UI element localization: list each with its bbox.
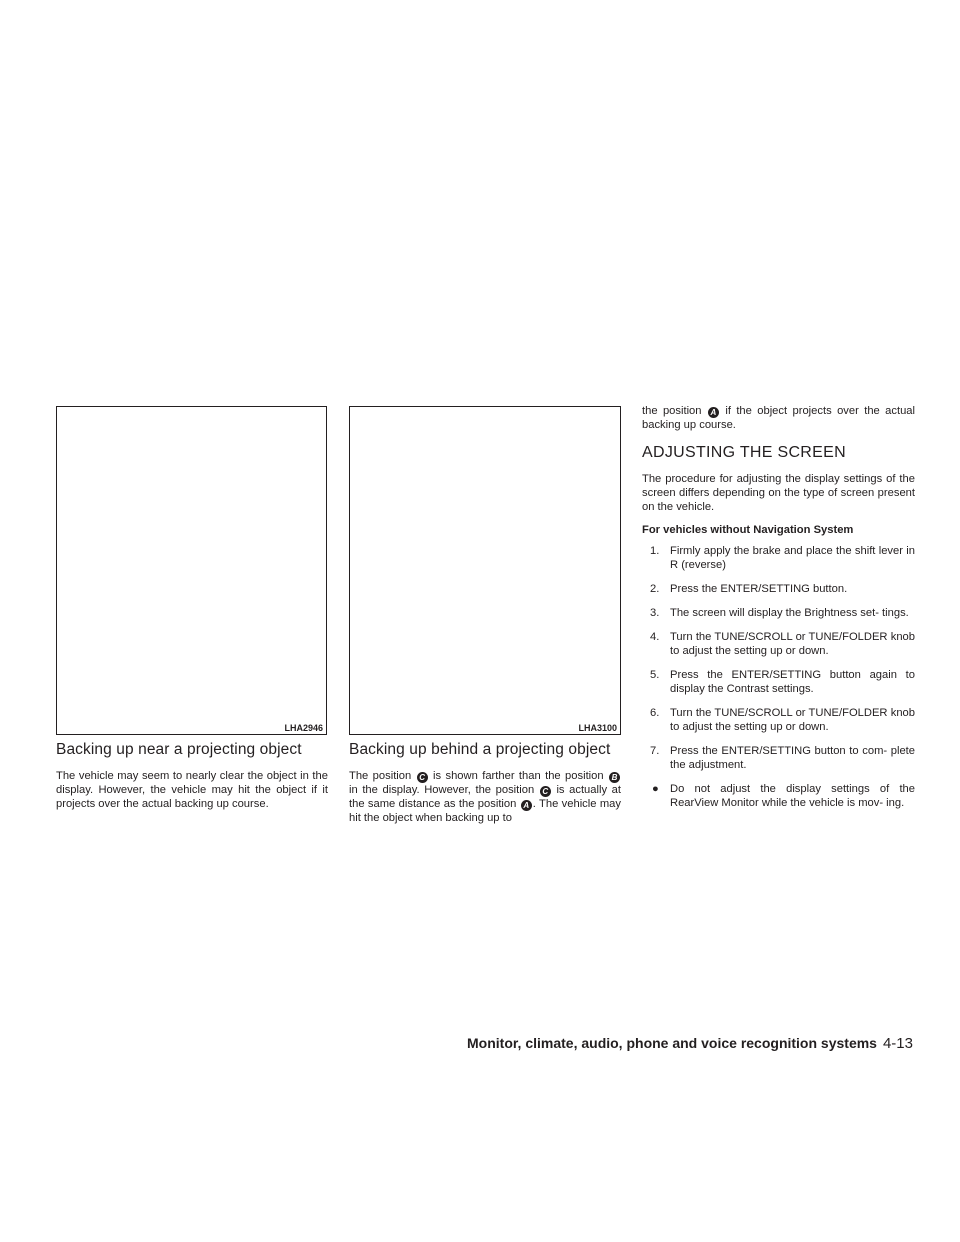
bullet-icon: ● (652, 783, 659, 795)
subheading-no-navigation: For vehicles without Navigation System (642, 524, 854, 536)
page-number: 4-13 (882, 1035, 913, 1052)
figure-middle (349, 406, 621, 735)
figure-left (56, 406, 327, 735)
text-segment: the position (642, 405, 702, 417)
text-segment: is shown farther than the position (433, 770, 604, 782)
list-item (650, 630, 915, 658)
text-segment: is actually at the same distance as the position (349, 784, 622, 810)
figure-id-left: LHA2946 (284, 723, 323, 733)
bullet-note (642, 782, 915, 810)
step-text: Turn the TUNE/SCROLL or TUNE/FOLDER knob to adjust the setting up or down. (670, 631, 915, 657)
marker-c-icon: C (540, 786, 551, 797)
column-right (642, 404, 915, 810)
steps-list (642, 544, 915, 772)
heading-behind-projecting: Backing up behind a projecting object (349, 741, 611, 758)
step-number: 5. (650, 669, 660, 681)
page-footer (467, 1035, 913, 1052)
step-text: Firmly apply the brake and place the shift lever in R (reverse) (670, 545, 915, 571)
step-number: 4. (650, 631, 660, 643)
marker-c-icon: C (417, 772, 428, 783)
heading-adjusting-screen: ADJUSTING THE SCREEN (642, 444, 846, 461)
list-item (650, 744, 915, 772)
marker-a-icon: A (521, 800, 532, 811)
list-item (650, 706, 915, 734)
step-text: The screen will display the Brightness set- tings. (670, 607, 909, 619)
paragraph-intro: The procedure for adjusting the display settings of the screen differs depending on the type of screen present on the vehicle. (642, 473, 915, 513)
step-text: Turn the TUNE/SCROLL or TUNE/FOLDER knob to adjust the setting up or down. (670, 707, 915, 733)
paragraph-behind-projecting (349, 769, 621, 825)
step-number: 3. (650, 607, 660, 619)
list-item (650, 668, 915, 696)
bullet-text: Do not adjust the display settings of the RearView Monitor while the vehicle is mov- ing. (670, 783, 915, 809)
step-text: Press the ENTER/SETTING button. (670, 583, 848, 595)
text-segment: . The vehicle may hit the object when backing up to (349, 798, 621, 824)
heading-near-projecting: Backing up near a projecting object (56, 741, 302, 758)
list-item (650, 544, 915, 572)
marker-a-icon: A (708, 407, 719, 418)
step-number: 1. (650, 545, 660, 557)
marker-b-icon: B (609, 772, 620, 783)
text-segment: if the object projects over the actual backing up course. (642, 405, 916, 431)
step-number: 2. (650, 583, 660, 595)
column-left (56, 741, 328, 821)
footer-section-title: Monitor, climate, audio, phone and voice recognition systems (467, 1035, 877, 1051)
column-middle (349, 741, 621, 835)
text-segment: in the display. However, the position (349, 784, 535, 796)
step-number: 6. (650, 707, 660, 719)
step-number: 7. (650, 745, 660, 757)
step-text: Press the ENTER/SETTING button again to display the Contrast settings. (670, 669, 915, 695)
list-item (650, 606, 915, 620)
list-item (650, 582, 915, 596)
paragraph-near-projecting: The vehicle may seem to nearly clear the object in the display. However, the vehicle may hit the object if it projects over the actual backing up course. (56, 770, 328, 810)
step-text: Press the ENTER/SETTING button to com- plete the adjustment. (670, 745, 915, 771)
paragraph-continuation (642, 404, 915, 432)
figure-id-middle: LHA3100 (578, 723, 617, 733)
text-segment: The position (349, 770, 412, 782)
